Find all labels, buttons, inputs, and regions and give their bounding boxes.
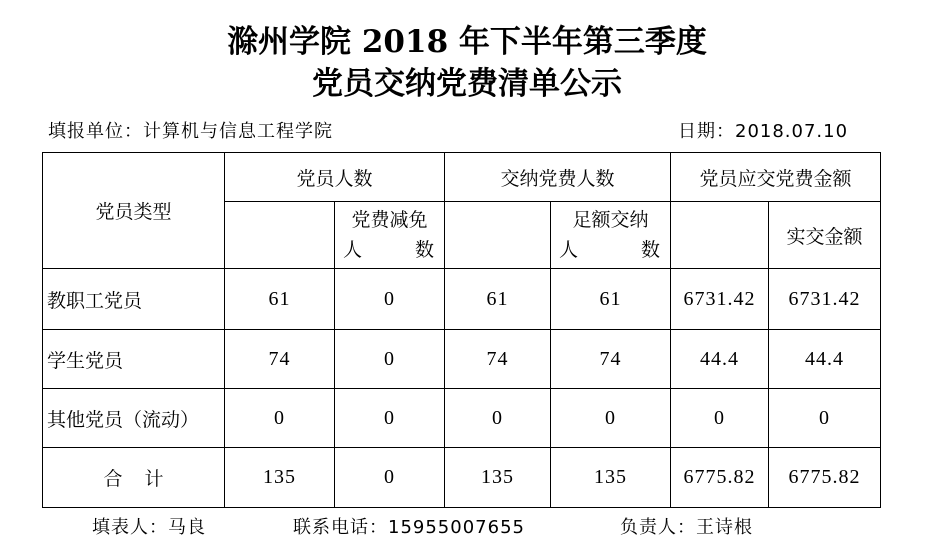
row-paid: 44.4 [769, 330, 881, 389]
contact-phone: 联系电话：15955007655 [293, 517, 525, 538]
row-full: 61 [551, 269, 671, 330]
row-paid: 6731.42 [769, 269, 881, 330]
row-members: 0 [225, 389, 335, 448]
page-title-line2: 党员交纳党费清单公示 [312, 66, 622, 102]
row-due: 0 [671, 389, 769, 448]
header-paying-count: 交纳党费人数 [445, 153, 671, 202]
row-due: 44.4 [671, 330, 769, 389]
row-paid: 0 [769, 389, 881, 448]
dues-table [42, 152, 881, 508]
header-members-blank [225, 202, 335, 269]
row-paying: 135 [445, 448, 551, 508]
report-date: 日期：2018.07.10 [678, 121, 849, 142]
row-exempt: 0 [335, 389, 445, 448]
header-exempt-ren: 人 [343, 239, 363, 261]
reporting-unit: 填报单位：计算机与信息工程学院 [48, 121, 333, 142]
row-full: 135 [551, 448, 671, 508]
responsible-person: 负责人：王诗根 [620, 517, 753, 538]
row-due: 6775.82 [671, 448, 769, 508]
row-exempt: 0 [335, 448, 445, 508]
header-type: 党员类型 [43, 153, 225, 269]
row-members: 135 [225, 448, 335, 508]
header-due-blank [671, 202, 769, 269]
page-title-line1: 滁州学院 2018 年下半年第三季度 [227, 24, 707, 60]
row-exempt: 0 [335, 330, 445, 389]
row-type: 其他党员（流动） [43, 389, 225, 448]
row-full: 0 [551, 389, 671, 448]
row-exempt: 0 [335, 269, 445, 330]
row-paying: 74 [445, 330, 551, 389]
row-paid: 6775.82 [769, 448, 881, 508]
header-paying-blank [445, 202, 551, 269]
header-full [551, 202, 671, 269]
header-exempt-shu: 数 [415, 239, 435, 261]
header-member-count: 党员人数 [225, 153, 445, 202]
header-full-line1: 足额交纳 [572, 209, 649, 231]
row-paying: 61 [445, 269, 551, 330]
row-type: 学生党员 [43, 330, 225, 389]
row-type: 合计 [43, 448, 225, 508]
header-amount-paid: 实交金额 [769, 202, 881, 269]
filler-name: 填表人：马良 [92, 517, 206, 538]
row-paying: 0 [445, 389, 551, 448]
header-exempt-line1: 党费减免 [351, 209, 428, 231]
header-full-ren: 人 [559, 239, 579, 261]
table-row-total [43, 448, 881, 508]
row-type: 教职工党员 [43, 269, 225, 330]
row-members: 74 [225, 330, 335, 389]
header-full-shu: 数 [641, 239, 661, 261]
header-amount-due: 党员应交党费金额 [671, 153, 881, 202]
row-members: 61 [225, 269, 335, 330]
table-row [43, 330, 881, 389]
header-exempt [335, 202, 445, 269]
table-row [43, 389, 881, 448]
row-full: 74 [551, 330, 671, 389]
table-row [43, 269, 881, 330]
row-due: 6731.42 [671, 269, 769, 330]
